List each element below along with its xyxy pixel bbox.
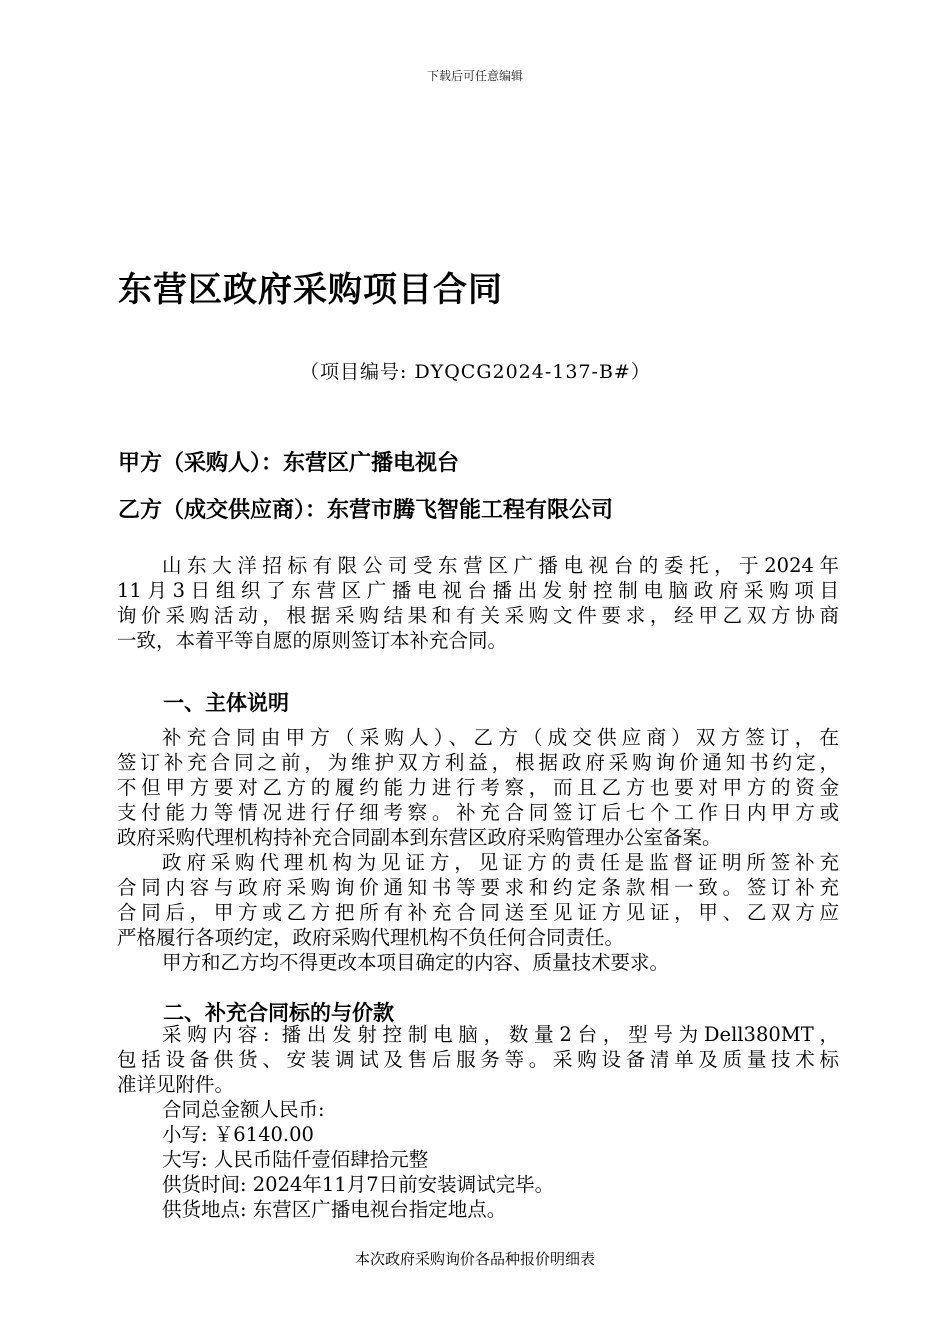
text-line: 供货时间: 2024年11月7日前安装调试完毕。 bbox=[162, 1173, 555, 1196]
text-line: 支付能力等情况进行仔细考察。补充合同签订后七个工作日内甲方或 bbox=[117, 801, 839, 824]
text-line: 询价采购活动，根据采购结果和有关采购文件要求，经甲乙双方协商 bbox=[117, 604, 839, 627]
text-line: 采购内容: 播出发射控制电脑，数量2台，型号为Dell380MT， bbox=[162, 1023, 839, 1046]
text-line: 小写: ￥6140.00 bbox=[162, 1123, 314, 1146]
project-number: （项目编号: DYQCG2024-137-B#） bbox=[300, 361, 651, 383]
party-b: 乙方（成交供应商）：东营市腾飞智能工程有限公司 bbox=[118, 498, 614, 523]
text-line: 山东大洋招标有限公司受东营区广播电视台的委托，于2024年 bbox=[162, 554, 839, 577]
party-a: 甲方（采购人）：东营区广播电视台 bbox=[118, 451, 460, 476]
section-1-body bbox=[117, 725, 839, 975]
text-line: 甲方和乙方均不得更改本项目确定的内容、质量技术要求。 bbox=[162, 951, 670, 974]
text-line: 11月3日组织了东营区广播电视台播出发射控制电脑政府采购项目 bbox=[117, 579, 839, 602]
text-line: 签订补充合同之前，为维护双方利益，根据政府采购询价通知书约定， bbox=[117, 751, 839, 774]
intro-paragraph bbox=[117, 553, 839, 653]
section-2-body bbox=[117, 1022, 839, 1222]
text-line: 严格履行各项约定，政府采购代理机构不负任何合同责任。 bbox=[117, 926, 625, 949]
footer-caption: 本次政府采购询价各品种报价明细表 bbox=[354, 1250, 595, 1268]
text-line: 补充合同由甲方（采购人）、乙方（成交供应商）双方签订，在 bbox=[162, 726, 839, 749]
text-line: 政府采购代理机构持补充合同副本到东营区政府采购管理办公室备案。 bbox=[117, 826, 722, 849]
text-line: 供货地点: 东营区广播电视台指定地点。 bbox=[162, 1198, 507, 1221]
text-line: 合同内容与政府采购询价通知书等要求和约定条款相一致。签订补充 bbox=[117, 876, 839, 899]
document-title: 东营区政府采购项目合同 bbox=[118, 270, 503, 310]
section-1-heading: 一、主体说明 bbox=[163, 691, 289, 715]
text-line: 包括设备供货、安装调试及售后服务等。采购设备清单及质量技术标 bbox=[117, 1048, 839, 1071]
text-line: 不但甲方要对乙方的履约能力进行考察，而且乙方也要对甲方的资金 bbox=[117, 776, 839, 799]
text-line: 一致，本着平等自愿的原则签订本补充合同。 bbox=[117, 629, 508, 652]
header-note: 下载后可任意编辑 bbox=[426, 69, 523, 83]
section-2-heading: 二、补充合同标的与价款 bbox=[163, 1001, 394, 1025]
text-line: 合同总金额人民币: bbox=[162, 1098, 325, 1121]
text-line: 合同后，甲方或乙方把所有补充合同送至见证方见证，甲、乙双方应 bbox=[117, 901, 839, 924]
text-line: 准详见附件。 bbox=[117, 1073, 235, 1096]
text-line: 政府采购代理机构为见证方，见证方的责任是监督证明所签补充 bbox=[162, 851, 839, 874]
text-line: 大写: 人民币陆仟壹佰肆拾元整 bbox=[162, 1148, 429, 1171]
